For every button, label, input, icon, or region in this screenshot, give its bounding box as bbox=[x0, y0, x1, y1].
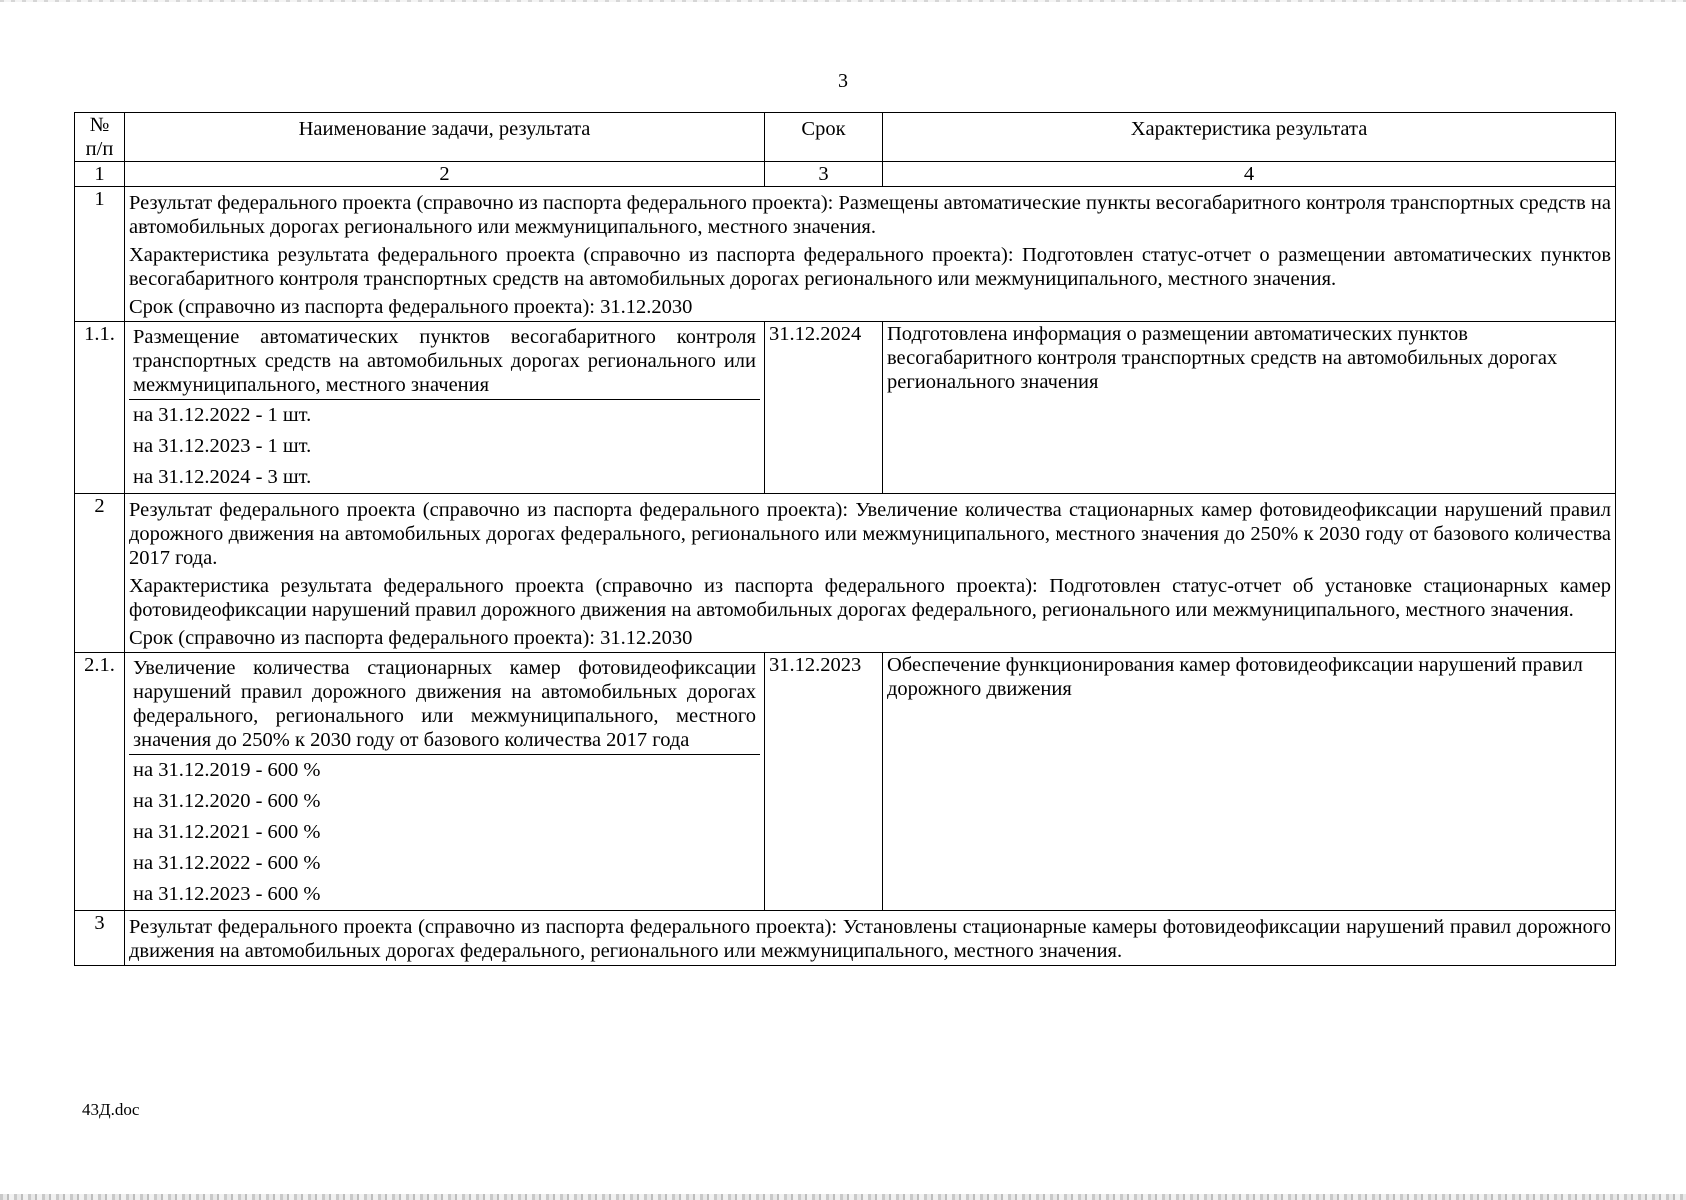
plan-value: на 31.12.2023 - 600 % bbox=[133, 883, 321, 905]
plan-value: на 31.12.2021 - 600 % bbox=[133, 821, 321, 843]
section-content bbox=[125, 911, 1616, 966]
section-row bbox=[75, 187, 1616, 322]
task-characteristic: Подготовлена информация о размещении автоматических пунктов весогабаритного контроля транспортных средств на автомобильных дорогах регионального значения bbox=[883, 322, 1616, 494]
task-cell bbox=[125, 653, 765, 911]
header-num: № п/п bbox=[75, 113, 125, 162]
section-characteristic: Характеристика результата федерального проекта (справочно из паспорта федерального проекта): Подготовлен статус-отчет об установке стационарных камер фотовидеофиксации нарушений правил дорожного движения на автомобильных дорогах федерального, регионального или межмуниципального, местного значения. bbox=[129, 575, 1611, 621]
section-result: Результат федерального проекта (справочно из паспорта федерального проекта): Установлены стационарные камеры фотовидеофиксации нарушений правил дорожного движения на автомобильных дорогах федерального, регионального или межмуниципального, местного значения. bbox=[129, 916, 1611, 962]
section-result: Результат федерального проекта (справочно из паспорта федерального проекта): Размещены автоматические пункты весогабаритного контроля транспортных средств на автомобильных дорогах регионального или межмуниципального, местного значения. bbox=[129, 192, 1611, 238]
header-deadline: Срок bbox=[765, 113, 883, 162]
row-number: 1.1. bbox=[75, 322, 125, 494]
section-deadline: Срок (справочно из паспорта федерального проекта): 31.12.2030 bbox=[129, 296, 693, 318]
plan-value: на 31.12.2019 - 600 % bbox=[133, 759, 321, 781]
section-deadline: Срок (справочно из паспорта федерального проекта): 31.12.2030 bbox=[129, 627, 693, 649]
task-characteristic: Обеспечение функционирования камер фотовидеофиксации нарушений правил дорожного движения bbox=[883, 653, 1616, 911]
scan-edge-top bbox=[0, 0, 1686, 2]
table-row bbox=[75, 322, 1616, 494]
section-characteristic: Характеристика результата федерального проекта (справочно из паспорта федерального проекта): Подготовлен статус-отчет о размещении автоматических пунктов весогабаритного контроля транспортных средств на автомобильных дорогах регионального или межмуниципального, местного значения. bbox=[129, 244, 1611, 290]
column-number-row bbox=[75, 162, 1616, 187]
task-deadline: 31.12.2023 bbox=[765, 653, 883, 911]
table-row bbox=[75, 653, 1616, 911]
column-number: 1 bbox=[75, 162, 125, 187]
plan-value: на 31.12.2022 - 1 шт. bbox=[133, 404, 312, 426]
column-number: 4 bbox=[883, 162, 1616, 187]
header-task: Наименование задачи, результата bbox=[125, 113, 765, 162]
row-number: 3 bbox=[75, 911, 125, 966]
column-number: 2 bbox=[125, 162, 765, 187]
plan-value: на 31.12.2022 - 600 % bbox=[133, 852, 321, 874]
row-number: 2.1. bbox=[75, 653, 125, 911]
plan-value: на 31.12.2024 - 3 шт. bbox=[133, 466, 312, 488]
plan-value: на 31.12.2020 - 600 % bbox=[133, 790, 321, 812]
task-deadline: 31.12.2024 bbox=[765, 322, 883, 494]
task-name: Увеличение количества стационарных камер фотовидеофиксации нарушений правил дорожного движения на автомобильных дорогах федерального, регионального или межмуниципального, местного значения до 250% к 2030 году от базового количества 2017 года bbox=[129, 653, 760, 755]
results-table bbox=[74, 112, 1616, 966]
header-characteristic: Характеристика результата bbox=[883, 113, 1616, 162]
task-name: Размещение автоматических пунктов весогабаритного контроля транспортных средств на автомобильных дорогах регионального или межмуниципального, местного значения bbox=[129, 322, 760, 400]
row-number: 2 bbox=[75, 494, 125, 653]
section-content bbox=[125, 494, 1616, 653]
column-number: 3 bbox=[765, 162, 883, 187]
section-row bbox=[75, 494, 1616, 653]
section-row bbox=[75, 911, 1616, 966]
page-number: 3 bbox=[838, 70, 848, 92]
section-result: Результат федерального проекта (справочно из паспорта федерального проекта): Увеличение количества стационарных камер фотовидеофиксации нарушений правил дорожного движения на автомобильных дорогах федерального, регионального или межмуниципального, местного значения до 250% к 2030 году от базового количества 2017 года. bbox=[129, 499, 1611, 569]
task-cell bbox=[125, 322, 765, 494]
table-header-row bbox=[75, 113, 1616, 162]
plan-value: на 31.12.2023 - 1 шт. bbox=[133, 435, 312, 457]
row-number: 1 bbox=[75, 187, 125, 322]
section-content bbox=[125, 187, 1616, 322]
document-filename: 43Д.doc bbox=[82, 1100, 140, 1119]
scan-edge-bottom bbox=[0, 1194, 1686, 1200]
